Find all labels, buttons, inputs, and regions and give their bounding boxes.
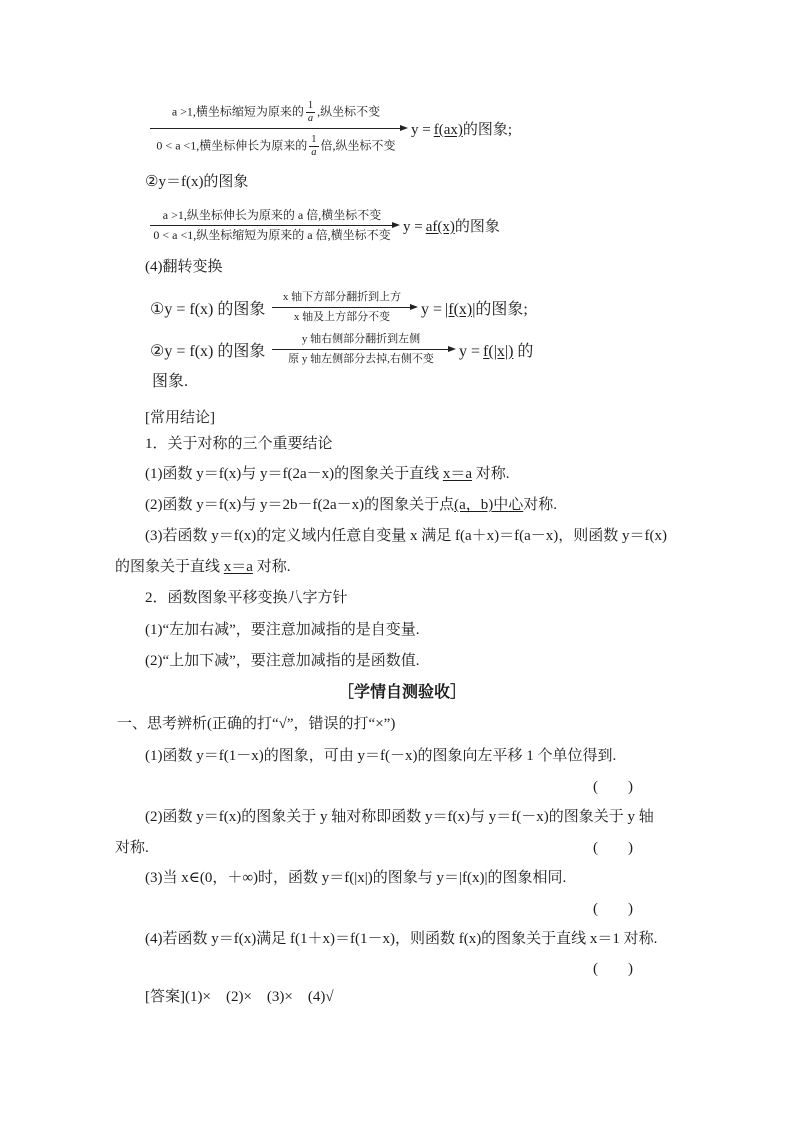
item-text: 对称.: [523, 497, 558, 513]
condition-text: 倍,纵坐标不变: [320, 138, 396, 153]
item-text: 的图象关于直线: [115, 559, 224, 575]
symmetry-item-3-line-2: [115, 557, 290, 577]
answer-text: (1)× (2)× (3)× (4)√: [185, 989, 334, 1005]
flip-y-condition-below: 原 y 轴左侧部分去掉,右侧不变: [288, 353, 434, 365]
result-formula: f(|x|): [483, 342, 514, 360]
symmetry-item-2: [145, 495, 557, 515]
flip-y-transform: [150, 327, 533, 371]
arrow-shaft: [272, 349, 451, 350]
flip-y-result: [459, 338, 533, 361]
scale-x-result: [411, 118, 512, 139]
flip-x-result: [421, 296, 528, 319]
result-text: 的图象: [454, 218, 500, 235]
result-formula: f(ax): [433, 121, 463, 138]
question-1: (1)函数 y＝f(1－x)的图象，可由 y＝f(－x)的图象向左平移 1 个单位得到.: [145, 748, 617, 764]
item-2-label: ②y＝f(x)的图象: [145, 174, 249, 190]
flip-y-source: ②y = f(x) 的图象: [150, 342, 266, 360]
flip-x-arrow: [272, 285, 418, 329]
item-text: (1)函数 y＝f(x)与 y＝f(2a－x)的图象关于直线: [145, 466, 443, 482]
flip-x-transform: [150, 285, 528, 329]
item-text: 对称.: [252, 559, 291, 575]
scale-y-condition-above: a >1,纵坐标伸长为原来的 a 倍,横坐标不变: [162, 208, 382, 222]
arrow-head-icon: [410, 304, 418, 310]
flip-x-source: ①y = f(x) 的图象: [150, 300, 266, 318]
fraction-numerator: 1: [307, 100, 314, 111]
scale-x-arrow: [150, 100, 408, 158]
symmetry-title: 1．关于对称的三个重要结论: [145, 436, 333, 452]
question-4-blank: ( ): [593, 961, 633, 977]
answer-label: [答案]: [145, 989, 185, 1005]
scale-x-condition-above: [150, 101, 402, 124]
result-text: y =: [403, 218, 423, 235]
flip-y-arrow: [272, 327, 456, 371]
result-formula: |f(x)|: [445, 300, 476, 318]
translation-item-1: (1)“左加右减”，要注意加减指的是自变量.: [145, 622, 420, 638]
result-formula: af(x): [425, 218, 455, 235]
fraction-numerator: 1: [311, 134, 317, 145]
arrow-shaft: [272, 307, 413, 308]
scale-x-condition-below: [150, 135, 402, 158]
result-text: 的图象;: [462, 121, 513, 138]
fraction: [306, 101, 315, 124]
scale-y-result: [403, 215, 500, 236]
result-text: 的: [513, 342, 534, 360]
arrow-head-icon: [392, 222, 400, 228]
self-test-section: 一、思考辨析(正确的打“√”，错误的打“×”): [117, 716, 396, 732]
translation-item-2: (2)“上加下减”，要注意加减指的是函数值.: [145, 653, 420, 669]
flip-heading: (4)翻转变换: [145, 259, 223, 275]
scale-y-transform: [150, 203, 500, 247]
result-text: y =: [421, 300, 443, 318]
fraction-denominator: a: [311, 147, 317, 158]
symmetry-item-1: [145, 464, 510, 484]
question-2-line-2: 对称.: [115, 840, 149, 856]
self-test-title: ［学情自测验收］: [338, 684, 467, 701]
answer-line: [145, 987, 334, 1007]
condition-text: a >1,横坐标缩短为原来的: [171, 104, 304, 119]
result-text: 的图象;: [475, 300, 528, 318]
result-text: y =: [459, 342, 481, 360]
arrow-shaft: [150, 128, 403, 129]
condition-text: ,纵坐标不变: [317, 104, 381, 119]
question-3: (3)当 x∈(0，＋∞)时，函数 y＝f(|x|)的图象与 y＝|f(x)|的图象相同.: [145, 870, 567, 886]
item-text: 对称.: [472, 466, 510, 482]
arrow-head-icon: [400, 125, 408, 131]
arrow-head-icon: [448, 346, 456, 352]
translation-title: 2．函数图象平移变换八字方针: [145, 590, 348, 606]
arrow-shaft: [150, 225, 395, 226]
result-text: y =: [411, 121, 431, 138]
question-2-blank: ( ): [593, 840, 633, 856]
item-key-formula: x＝a: [442, 466, 473, 482]
question-3-blank: ( ): [593, 901, 633, 917]
flip-x-condition-above: x 轴下方部分翻折到上方: [282, 291, 402, 303]
flip-x-condition-below: x 轴及上方部分不变: [293, 311, 391, 323]
question-2: (2)函数 y＝f(x)的图象关于 y 轴对称即函数 y＝f(x)与 y＝f(－x)的图象关于 y 轴: [145, 809, 654, 825]
fraction-denominator: a: [307, 113, 314, 124]
flip-y-condition-above: y 轴右侧部分翻折到左侧: [301, 333, 421, 345]
conclusions-heading: [常用结论]: [145, 410, 215, 426]
fraction: [309, 135, 318, 158]
scale-y-condition-below: 0 < a <1,纵坐标缩短为原来的 a 倍,横坐标不变: [153, 228, 391, 242]
question-4: (4)若函数 y＝f(x)满足 f(1＋x)＝f(1－x)，则函数 f(x)的图象关于直线 x＝1 对称.: [145, 931, 658, 947]
question-1-blank: ( ): [593, 779, 633, 795]
item-key-formula: x＝a: [223, 559, 253, 575]
condition-text: 0 < a <1,横坐标伸长为原来的: [156, 138, 308, 153]
item-key-formula: (a，b)中心: [454, 497, 524, 513]
scale-y-arrow: [150, 203, 400, 247]
scale-x-transform: [150, 100, 513, 158]
flip-y-continuation: 图象.: [152, 373, 189, 390]
symmetry-item-3-line-1: (3)若函数 y＝f(x)的定义域内任意自变量 x 满足 f(a＋x)＝f(a－x)，则函数 y＝f(x): [145, 528, 667, 544]
item-text: (2)函数 y＝f(x)与 y＝2b－f(2a－x)的图象关于点: [145, 497, 455, 513]
